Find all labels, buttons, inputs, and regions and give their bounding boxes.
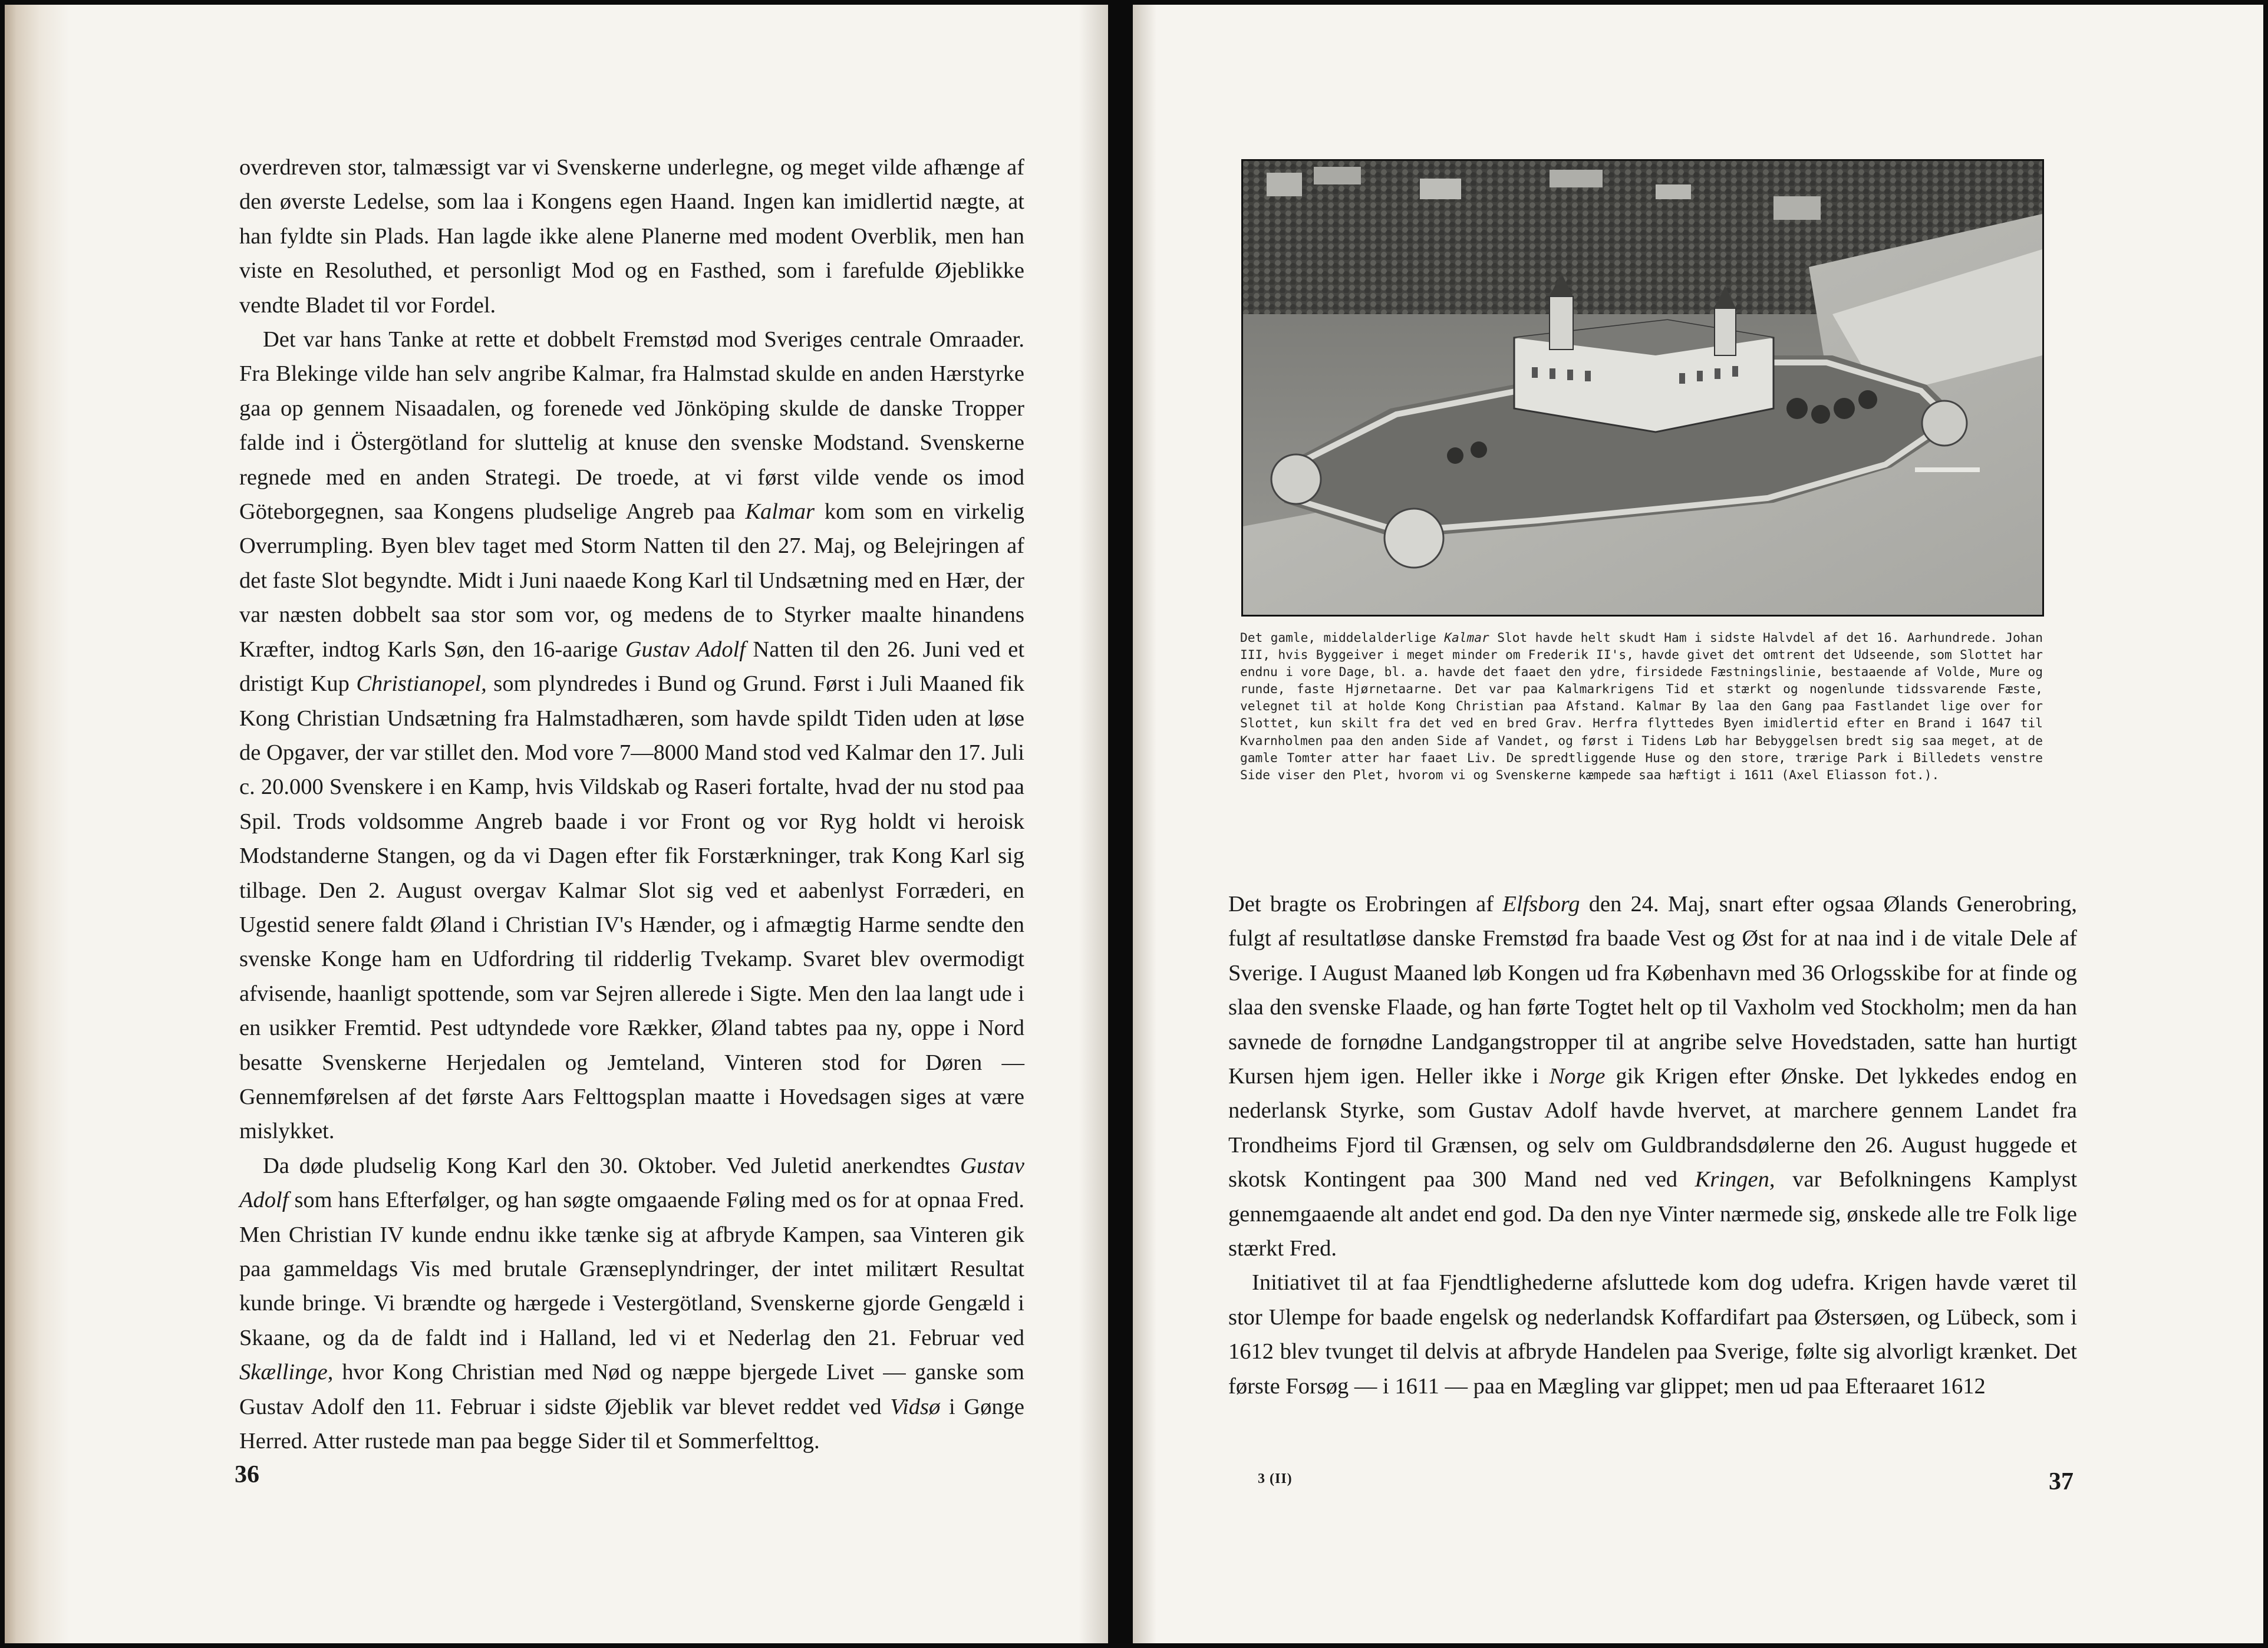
- paragraph-5: Initiativet til at faa Fjendtlighederne afsluttede kom dog udefra. Krigen havde været til stor Ulempe for baade engelsk og nederlandsk Koffardifart paa Østersøen, og Lübeck, som i 1612 blev tvunget til delvis at afbryde Handelen paa Sverige, følte sig alvorligt krænket. Det første Forsøg — i 1611 — paa en Mægling var glippet; men ud paa Efteraaret 1612: [1228, 1270, 2077, 1399]
- paragraph-4: Det bragte os Erobringen af Elfsborg den 24. Maj, snart efter ogsaa Ølands Generobring, fulgt af resultatløse danske Fremstød fra baade Vest og Øst for at naa ind i de vitale Dele af Sverige. I August Maaned løb Kongen ud fra København med 36 Orlogsskibe for at finde og slaa den svenske Flaade, og han førte Togtet helt op til Vaxholm ved Stockholm; men da han savnede de fornødne Landgangstropper til at angribe selve Hovedstaden, satte han hurtigt Kursen hjem igen. Heller ikke i Norge gik Krigen efter Ønske. Det lykkedes endog en nederlansk Styrke, som Gustav Adolf havde hvervet, at marchere gennem Landet fra Trondheims Fjord til Grænsen, og selv om Guldbrandsdølerne den 26. August huggede et skotsk Kontingent paa 300 Mand ned ved Kringen, var Befolkningens Kamplyst gennemgaaende alt andet end god. Da den nye Vinter nærmede sig, ønskede alle tre Folk lige stærkt Fred.: [1228, 892, 2078, 1261]
- left-page-text: [239, 150, 1024, 1458]
- italic-vidso: Vidsø: [890, 1394, 941, 1419]
- italic-elfsborg: Elfsborg: [1502, 892, 1580, 917]
- paragraph-1: overdreven stor, talmæssigt var vi Svenskerne underlegne, og meget vilde afhænge af den øverste Ledelse, som laa i Kongens egen Haand. Ingen kan imidlertid nægte, at han fyldte sin Plads. Han lagde ikke alene Planerne med modent Overblik, men han viste en Resoluthed, et personligt Mod og en Fasthed, som i farefulde Øjeblikke vendte Bladet til vor Fordel.: [239, 155, 1024, 318]
- italic-kalmar-caption: Kalmar: [1444, 630, 1489, 645]
- kalmar-castle-photo: [1241, 159, 2044, 617]
- page-number-left: 36: [235, 1461, 259, 1488]
- page-number-right: 37: [2049, 1468, 2073, 1495]
- photo-caption: Det gamle, middelalderlige Kalmar Slot havde helt skudt Ham i sidste Halvdel af det 16. Aarhundrede. Johan III, hvis Byggeiver i meget minder om Frederik II's, havde givet det omtrent det Udseende, som Slottet har endnu i vore Dage, bl. a. havde det faaet den ydre, firsidede Fæstningslinie, bestaaende af Volde, Mure og runde, faste Hjørnetaarne. Det var paa Kalmarkrigens Tid et stærkt og nogenlunde tidssvarende Fæste, velegnet til at holde Kong Christian paa Afstand. Kalmar By laa den Gang paa Fastlandet lige over for Slottet, kun skilt fra det ved en bred Grav. Herfra flyttedes Byen imidlertid efter en Brand i 1647 til Kvarnholmen paa den anden Side af Vandet, og først i Tidens Løb har Bebyggelsen bredt sig saa meget, at de gamle Tomter atter har faaet Liv. De spredtliggende Huse og den store, trærige Park i Billedets venstre Side viser den Plet, hvorom vi og Svenskerne kæmpede saa hæftigt i 1611 (Axel Eliasson fot.).: [1240, 630, 2043, 782]
- italic-gustav-adolf-2: Gustav Adolf: [239, 1153, 1025, 1213]
- italic-christianopel: Christianopel,: [356, 671, 487, 697]
- paragraph-3: Da døde pludselig Kong Karl den 30. Oktober. Ved Juletid anerkendtes Gustav Adolf som hans Efterfølger, og han søgte omgaaende Føling med os for at opnaa Fred. Men Christian IV kunde endnu ikke tænke sig at afbryde Kampen, saa Vinteren gik paa gammeldags Vis med brutale Grænseplyndringer, der intet militært Resultat kunde bringe. Vi brændte og hærgede i Vestergötland, Svenskerne gjorde Gengæld i Skaane, og da de faldt ind i Halland, led vi et Nederlag den 21. Februar ved Skællinge, hvor Kong Christian med Nød og næppe bjergede Livet — ganske som Gustav Adolf den 11. Februar i sidste Øjeblik var blevet reddet ved Vidsø i Gønge Herred. Atter rustede man paa begge Sider til et Sommerfelttog.: [239, 1153, 1025, 1454]
- italic-skaellinge: Skællinge,: [239, 1360, 334, 1385]
- italic-gustav-adolf: Gustav Adolf: [625, 637, 746, 662]
- italic-norge: Norge: [1549, 1064, 1606, 1089]
- paragraph-2: Det var hans Tanke at rette et dobbelt Fremstød mod Sveriges centrale Omraader. Fra Blekinge vilde han selv angribe Kalmar, fra Halmstad skulde en anden Hærstyrke gaa op gennem Nisaadalen, og forenede ved Jönköping skulde de danske Tropper falde ind i Östergötland for sluttelig at knuse den svenske Modstand. Svenskerne regnede med en anden Strategi. De troede, at vi først vilde vende os imod Göteborgegnen, saa Kongens pludselige Angreb paa Kalmar kom som en virkelig Overrumpling. Byen blev taget med Storm Natten til den 27. Maj, og Belejringen af det faste Slot begyndte. Midt i Juni naaede Kong Karl til Undsætning med en Hær, der var næsten dobbelt saa stor som vor, og medens de to Styrker maalte hinandens Kræfter, indtog Karls Søn, den 16-aarige Gustav Adolf Natten til den 26. Juni ved et dristigt Kup Christianopel, som plyndredes i Bund og Grund. Først i Juli Maaned fik Kong Christian Undsætning fra Halmstadhæren, som havde spildt Tiden uden at løse de Opgaver, der var stillet den. Mod vore 7—8000 Mand stod ved Kalmar den 17. Juli c. 20.000 Svenskere i en Kamp, hvis Vildskab og Raseri fortalte, hvad der nu stod paa Spil. Trods voldsomme Angreb baade i vor Front og vor Ryg holdt vi heroisk Modstanderne Stangen, og da vi Dagen efter fik Forstærkninger, trak Kong Karl sig tilbage. Den 2. August overgav Kalmar Slot sig ved et aabenlyst Forræderi, en Ugestid senere faldt Øland i Christian IV's Hænder, og i afmægtig Harme sendte den svenske Konge ham en Udfordring til ridderlig Tvekamp. Svaret blev overmodigt afvisende, haanligt spottende, som var Sejren allerede i Sigte. Men den laa langt ude i en usikker Fremtid. Pest udtyndede vore Rækker, Øland tabtes paa ny, oppe i Nord besatte Svenskerne Herjedalen og Jemteland, Vinteren stod for Døren — Gennemførelsen af det første Aars Felttogsplan maatte i Hovedsagen siges at være mislykket.: [239, 327, 1025, 1144]
- italic-kringen: Kringen,: [1695, 1167, 1775, 1192]
- italic-kalmar: Kalmar: [745, 499, 815, 525]
- signature-mark: 3 (II): [1258, 1471, 1293, 1487]
- right-page-text: [1228, 887, 2077, 1403]
